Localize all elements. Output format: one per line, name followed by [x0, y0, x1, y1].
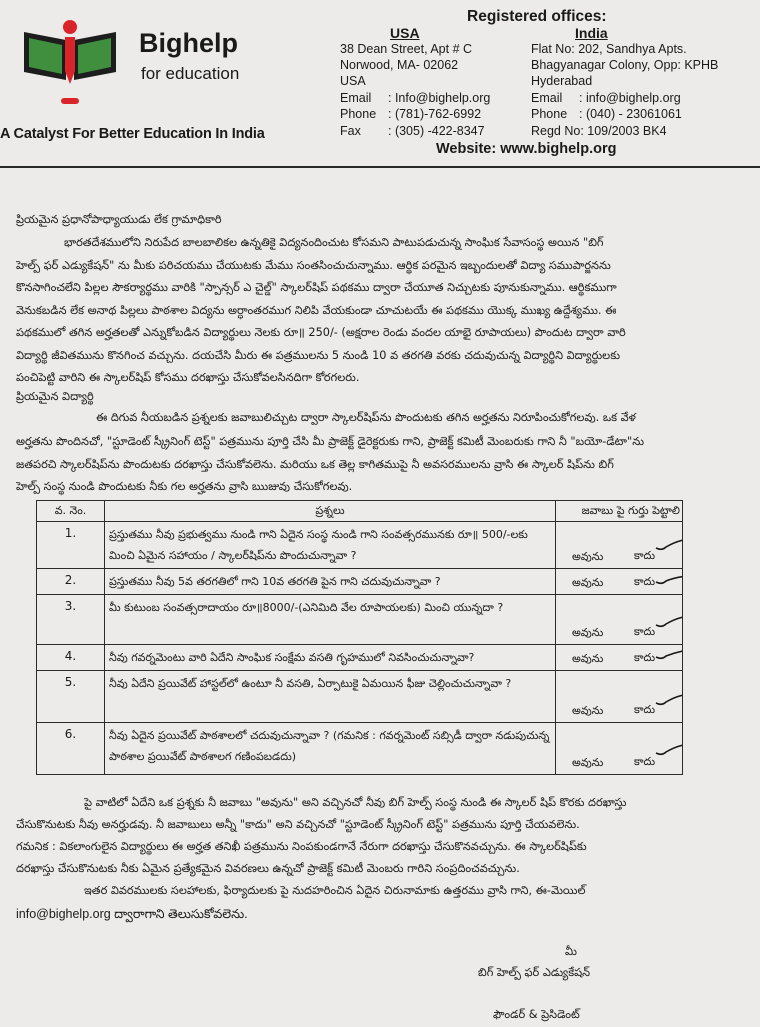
answer-no[interactable]: కాదు: [634, 651, 656, 664]
para3-line: గమనిక : వికలాంగులైన విద్యార్థులు ఈ అర్హత తనిఖీ పత్రమును నింపకుండగానే నేరుగా దరఖాస్తు చేసుకొనవచ్చును. ఈ స్కాలర్‌షిప్‌కు: [16, 840, 587, 853]
row-number: 6.: [37, 723, 105, 775]
india-address-line-2: Bhagyanagar Colony, Opp: KPHB: [531, 58, 719, 72]
india-heading: India: [575, 25, 608, 41]
row-question: ప్రస్తుతము నీవు ప్రభుత్వము నుండి గాని ఏదైన సంస్థ నుండి గాని సంవత్సరమునకు రూ॥ 500/-లకు మించి ఏమైన సహాయం / స్కాలర్‌షిప్‌ను పొందుచున్నావా ?: [105, 522, 556, 569]
checkmark-icon: [654, 538, 683, 552]
answer-no[interactable]: కాదు: [634, 549, 656, 562]
usa-fax: [340, 124, 485, 138]
row-number: 3.: [37, 595, 105, 645]
answer-cell: [556, 723, 683, 775]
salutation-headmaster: ప్రియమైన ప్రధానోపాధ్యాయుడు లేక గ్రామాధికారి: [16, 213, 222, 226]
para1-line: పంచిపెట్టి వారిని ఈ స్కాలర్‌షిప్ కోసము దరఖాస్తు చేసుకోవలసినదిగా కోరగలరు.: [16, 371, 360, 384]
registered-offices-title: Registered offices:: [467, 8, 607, 25]
para1-line: పథకములో తగిన అర్హతలతో ఎన్నుకోబడిన విద్యార్థులు నెలకు రూ॥ 250/- (అక్షరాల రెండు వందల యాభై రూపాయలు) పొందుట ద్వారా వారి: [16, 326, 626, 339]
table-row: [37, 569, 683, 595]
header-question: ప్రశ్నలు: [105, 501, 556, 522]
header-serial-no: వ. నెం.: [37, 501, 105, 522]
row-number: 1.: [37, 522, 105, 569]
answer-no[interactable]: కాదు: [634, 625, 656, 638]
india-email-label: Email: [531, 91, 563, 105]
india-email-value: : info@bighelp.org: [579, 91, 681, 105]
india-email: [531, 91, 681, 105]
website: Website: www.bighelp.org: [436, 141, 617, 157]
usa-address-line-2: Norwood, MA- 02062: [340, 58, 459, 72]
para1-line: భారతదేశములోని నిరుపేద బాలబాలికల ఉన్నతికై విద్యనందించుట కోసమని పాటుపడుచున్న సాంఘిక సేవాసంస్థ అయిన "బిగ్: [64, 236, 604, 249]
answer-yes[interactable]: అవును: [572, 626, 604, 639]
usa-phone-label: Phone: [340, 107, 377, 121]
checkmark-icon: [654, 615, 683, 629]
usa-fax-value: : (305) -422-8347: [388, 124, 485, 138]
india-regd-number: Regd No: 109/2003 BK4: [531, 124, 667, 138]
india-phone-label: Phone: [531, 107, 568, 121]
brand-subtitle: for education: [141, 64, 240, 83]
para2-line: ఈ దిగువ నీయబడిన ప్రశ్నలకు జవాబులిచ్చుట ద్వారా స్కాలర్‌షిప్‌ను పొందుటకు తగిన అర్హతను నిరూపించుకోగలవు. ఒక వేళ: [96, 411, 636, 424]
answer-yes[interactable]: అవును: [572, 576, 604, 589]
checkmark-icon: [654, 573, 683, 587]
answer-cell: [556, 671, 683, 723]
bighelp-logo-icon: [20, 18, 120, 110]
india-address-line-1: Flat No: 202, Sandhya Apts.: [531, 42, 687, 56]
usa-address-line-3: USA: [340, 74, 366, 88]
row-number: 4.: [37, 645, 105, 671]
india-phone: [531, 107, 682, 121]
answer-no[interactable]: కాదు: [634, 755, 656, 768]
india-phone-value: : (040) - 23061061: [579, 107, 682, 121]
table-row: [37, 723, 683, 775]
checkmark-icon: [654, 743, 683, 757]
answer-no[interactable]: కాదు: [634, 703, 656, 716]
eligibility-table: [36, 500, 683, 775]
usa-email-label: Email: [340, 91, 372, 105]
signature-yours: మీ: [565, 945, 577, 958]
para3-line: info@bighelp.org ద్వారాగాని తెలుసుకోవలెను.: [16, 907, 248, 921]
table-row: [37, 671, 683, 723]
checkmark-icon: [654, 693, 683, 707]
para2-line: హెల్ప్ సంస్థ నుండి పొందుటకు నీకు గల అర్హతను వ్రాసి ఋజువు చేసుకోగలవు.: [16, 480, 353, 493]
para1-line: వెనుకబడిన లేక అనాథ పిల్లలు పాఠశాల విద్యను అర్ధాంతరముగ నిలిపి వేయకుండా చూచుటయే ఈ పథకము యొక్క ముఖ్య ఉద్దేశ్యము. ఈ: [16, 304, 617, 317]
usa-phone: [340, 107, 481, 121]
para1-line: విద్యార్థి జీవితమును కొనగించ వచ్చును. దయచేసి మీరు ఈ పత్రములను 5 నుండి 10 వ తరగతి వరకు చదువుచున్న విద్యార్థిని విద్యార్థులకు: [16, 349, 620, 362]
usa-heading: USA: [390, 25, 420, 41]
header-answer: జవాబు పై గుర్తు పెట్టాలి: [556, 501, 683, 522]
answer-cell: [556, 522, 683, 569]
answer-yes[interactable]: అవును: [572, 704, 604, 717]
answer-yes[interactable]: అవును: [572, 756, 604, 769]
tagline: A Catalyst For Better Education In India: [0, 126, 265, 142]
row-question: మీ కుటుంబ సంవత్సరాదాయం రూ॥8000/-(ఎనిమిది వేల రూపాయలకు) మించి యున్నదా ?: [105, 595, 556, 645]
table-row: [37, 522, 683, 569]
para3-line: దరఖాస్తు చేసుకొనుటకు నీకు ఏమైన ప్రత్యేకమైన వివరణలు ఉన్నచో ప్రాజెక్ట్ కమిటీ మెంబరు గారిని సంప్రదించవచ్చును.: [16, 862, 520, 875]
usa-email: [340, 91, 490, 105]
row-number: 5.: [37, 671, 105, 723]
table-header-row: [37, 501, 683, 522]
row-question: నీవు ఏదైన ప్రయివేట్ పాఠశాలలో చదువుచున్నావా ? (గమనిక : గవర్నమెంట్ సబ్సిడీ ద్వారా నడుపుచున్న పాఠశాల ప్రయివేట్ పాఠశాలగ గణింపబడదు): [105, 723, 556, 775]
answer-cell: [556, 595, 683, 645]
row-question: నీవు ఏదేని ప్రయివేట్ హాస్టల్‌లో ఉంటూ నీ వసతి, ఏర్పాటుకై ఏమయిన ఫీజు చెల్లించుచున్నావా ?: [105, 671, 556, 723]
usa-fax-label: Fax: [340, 124, 361, 138]
signature-title: ఫౌండర్ & ప్రెసిడెంట్: [493, 1008, 580, 1021]
header-divider: [0, 166, 760, 168]
india-address-line-3: Hyderabad: [531, 74, 593, 88]
para2-line: అర్హతను పొందినచో, "స్టూడెంట్ స్క్రీనింగ్ టెస్ట్" పత్రమును పూర్తి చేసి మీ ప్రాజెక్ట్ డైరెక్టరుకు గాని, ప్రాజెక్ట్ కమిటీ మెంబరుకు గాని నీ "బయో-డేటా"ను: [16, 435, 645, 448]
table-row: [37, 595, 683, 645]
answer-cell: [556, 569, 683, 595]
row-question: ప్రస్తుతము నీవు 5వ తరగతిలో గాని 10వ తరగతి పైన గాని చదువుచున్నావా ?: [105, 569, 556, 595]
para1-line: కొనసాగించలేని పిల్లల సౌకర్యార్థము వారికి "స్పాన్సర్ ఎ చైల్డ్" స్కాలర్‌షిప్ పథకము ద్వారా చేయూత నిచ్చుటకు పూనుకున్నాము. ఆర్థికముగా: [16, 281, 617, 294]
para3-line: చేసుకొనుటకు నీవు అనర్హుడవు. నీ జవాబులు అన్నీ "కాదు" అని వచ్చినచో "స్టూడెంట్ స్క్రీనింగ్ టెస్ట్" పత్రమును పూర్తి చేయవలెను.: [16, 818, 580, 831]
answer-no[interactable]: కాదు: [634, 575, 656, 588]
answer-yes[interactable]: అవును: [572, 550, 604, 563]
salutation-student: ప్రియమైన విద్యార్థి: [16, 390, 94, 403]
row-number: 2.: [37, 569, 105, 595]
para1-line: హెల్ప్ ఫర్ ఎడ్యుకేషన్" ను మీకు పరిచయము చేయుటకు మేము సంతసించుచున్నాము. ఆర్థిక పరమైన ఇబ్బందులతో విద్యా సముపార్జనను: [16, 259, 611, 272]
para2-line: జతపరచి స్కాలర్‌షిప్‌ను పొందుటకు దరఖాస్తు చేసుకోవలెను. మరియు ఒక తెల్ల కాగితముపై నీ అవసరములను వ్రాసి ఈ స్కాలర్ షిప్‌ను బిగ్: [16, 458, 614, 471]
answer-yes[interactable]: అవును: [572, 652, 604, 665]
para3-line: ఇతర వివరములకు సలహాలకు, ఫిర్యాదులకు పై నుదహరించిన ఏదైన చిరునామాకు ఉత్తరము వ్రాసి గాని, ఈ-మెయిల్: [84, 884, 586, 897]
table-row: [37, 645, 683, 671]
usa-phone-value: : (781)-762-6992: [388, 107, 482, 121]
usa-email-value: : Info@bighelp.org: [388, 91, 491, 105]
usa-address-line-1: 38 Dean Street, Apt # C: [340, 42, 473, 56]
row-question: నీవు గవర్నమెంటు వారి ఏదేని సాంఘిక సంక్షేమ వసతి గృహములో నివసించుచున్నావా?: [105, 645, 556, 671]
checkmark-icon: [654, 648, 683, 662]
answer-cell: [556, 645, 683, 671]
para3-line: పై వాటిలో ఏదేని ఒక ప్రశ్నకు నీ జవాబు "అవును" అని వచ్చినచో నీవు బిగ్ హెల్ప్ సంస్థ నుండి ఈ స్కాలర్ షిప్ కొరకు దరఖాస్తు: [84, 796, 627, 809]
brand-name: Bighelp: [139, 28, 238, 58]
signature-org: బిగ్ హెల్ప్ ఫర్ ఎడ్యుకేషన్: [478, 966, 591, 979]
